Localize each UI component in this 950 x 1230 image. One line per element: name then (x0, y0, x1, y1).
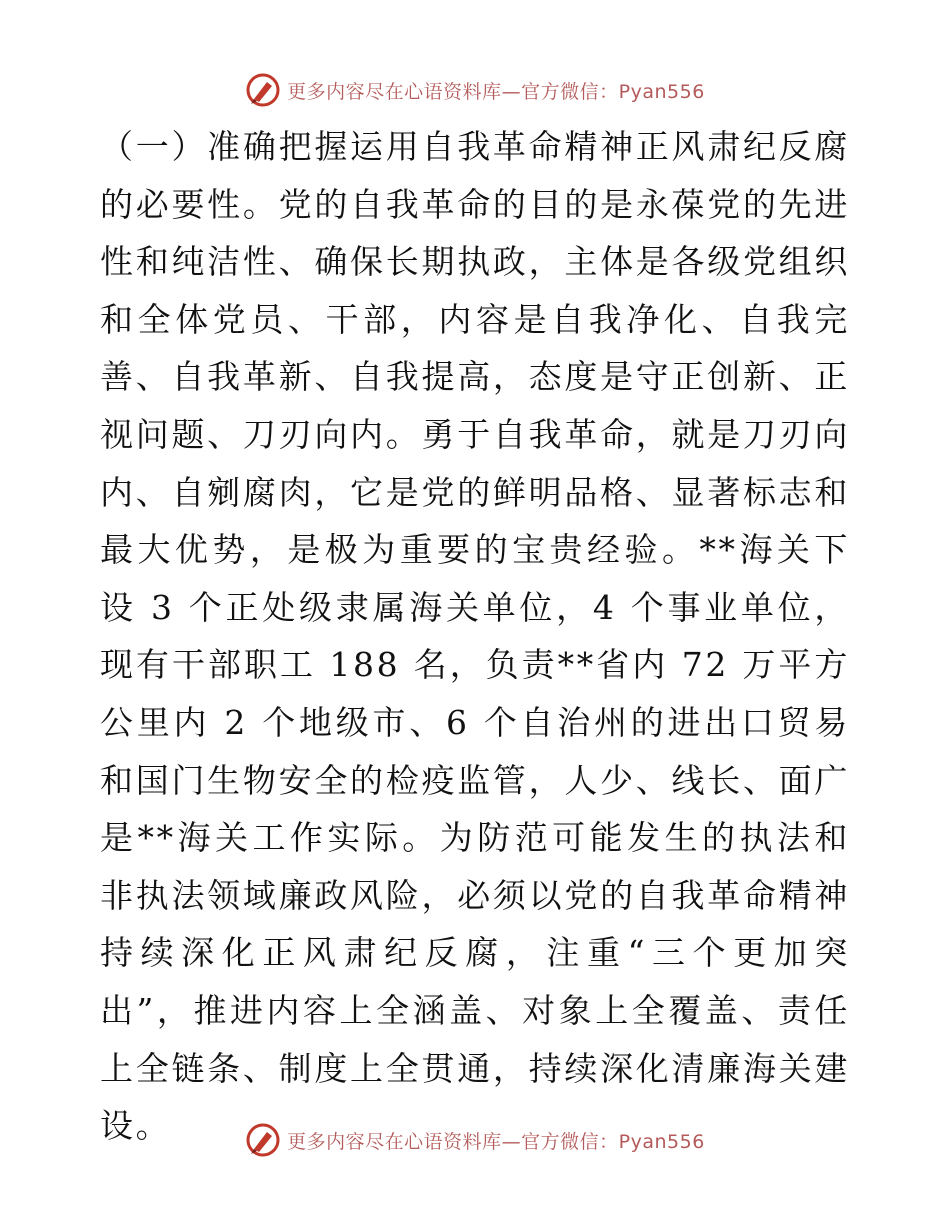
pen-logo-icon (245, 72, 281, 108)
header-banner (0, 70, 950, 110)
document-body (100, 118, 850, 1155)
pen-logo-icon (245, 1122, 281, 1158)
footer-banner (0, 1120, 950, 1160)
header-banner-text: 更多内容尽在心语资料库—官方微信：Pyan556 (287, 80, 705, 103)
footer-banner-text: 更多内容尽在心语资料库—官方微信：Pyan556 (287, 1130, 705, 1153)
body-paragraph: （一）准确把握运用自我革命精神正风肃纪反腐的必要性。党的自我革命的目的是永葆党的先进性和纯洁性、确保长期执政，主体是各级党组织和全体党员、干部，内容是自我净化、自我完善、自我革新、自我提高，态度是守正创新、正视问题、刀刃向内。勇于自我革命，就是刀刃向内、自剜腐肉，它是党的鲜明品格、显著标志和最大优势，是极为重要的宝贵经验。**海关下设 3 个正处级隶属海关单位，4 个事业单位，现有干部职工 188 名，负责**省内 72 万平方公里内 2 个地级市、6 个自治州的进出口贸易和国门生物安全的检疫监管，人少、线长、面广是**海关工作实际。为防范可能发生的执法和非执法领域廉政风险，必须以党的自我革命精神持续深化正风肃纪反腐，注重“三个更加突出”，推进内容上全涵盖、对象上全覆盖、责任上全链条、制度上全贯通，持续深化清廉海关建设。 (100, 127, 850, 1146)
